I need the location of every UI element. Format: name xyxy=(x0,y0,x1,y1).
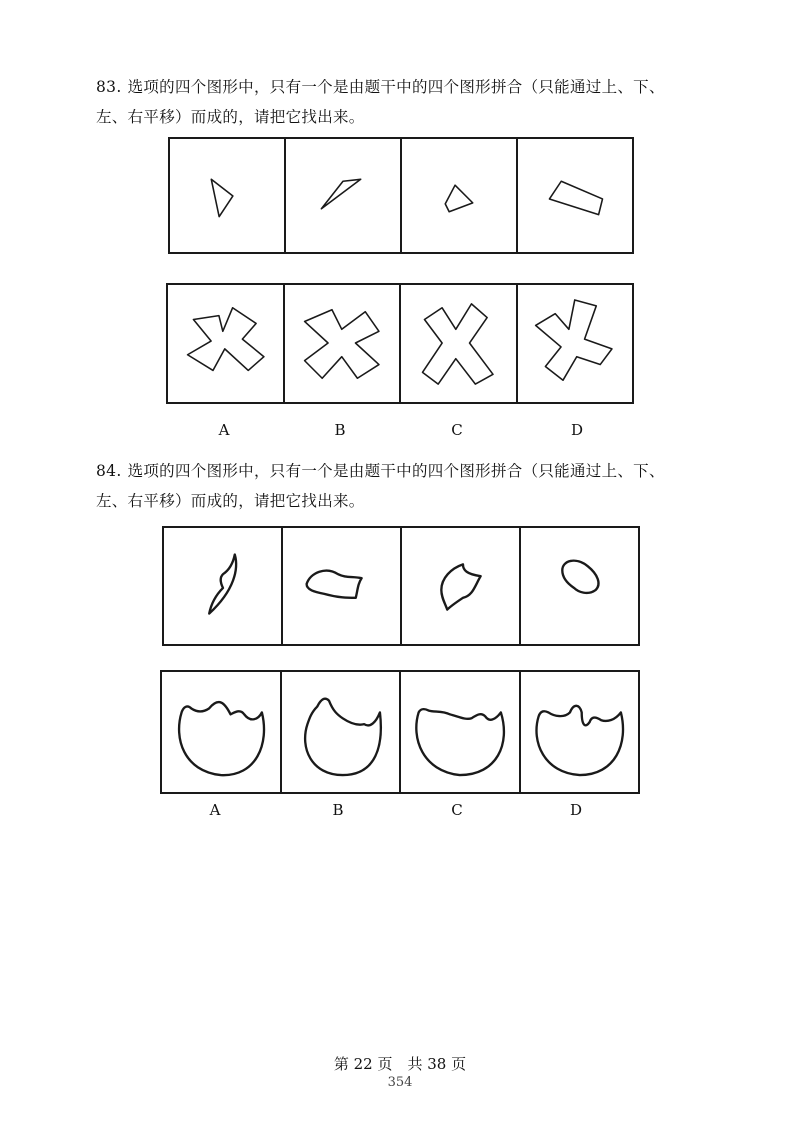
q84-option-c-figure xyxy=(401,672,521,792)
q83-option-label-a: A xyxy=(218,421,230,439)
q84-stem-strip xyxy=(162,526,640,646)
q84-number: 84. xyxy=(96,462,122,480)
q83-stem-figure-4 xyxy=(518,139,632,252)
q83-option-c-figure xyxy=(401,285,518,402)
q84-options-strip xyxy=(160,670,640,794)
q84-stem-figure-4 xyxy=(521,528,638,644)
q83-option-label-d: D xyxy=(570,421,584,439)
q84-option-label-b: B xyxy=(332,801,344,819)
q84-stem-figure-2 xyxy=(283,528,402,644)
q83-stem-figure-1 xyxy=(170,139,286,252)
q83-stem-figure-2 xyxy=(286,139,402,252)
q83-line2: 左、右平移）而成的，请把它找出来。 xyxy=(96,108,365,126)
q83-option-d-figure xyxy=(518,285,633,402)
q84-option-label-a: A xyxy=(209,801,221,819)
q84-stem-figure-1 xyxy=(164,528,283,644)
q83-option-b-figure xyxy=(285,285,402,402)
page-number: 354 xyxy=(387,1075,413,1090)
q84-option-label-d: D xyxy=(569,801,583,819)
q83-option-a-figure xyxy=(168,285,285,402)
q84-line2: 左、右平移）而成的，请把它找出来。 xyxy=(96,492,365,510)
q84-option-d-figure xyxy=(521,672,639,792)
q84-option-label-c: C xyxy=(451,801,463,819)
q83-option-label-c: C xyxy=(451,421,463,439)
q84-line1: 选项的四个图形中，只有一个是由题干中的四个图形拼合（只能通过上、下、 xyxy=(127,462,665,480)
q84-option-a-figure xyxy=(162,672,282,792)
q83-text xyxy=(96,72,736,132)
q84-option-b-figure xyxy=(282,672,402,792)
q84-text xyxy=(96,456,736,516)
q84-stem-figure-3 xyxy=(402,528,521,644)
q83-line1: 选项的四个图形中，只有一个是由题干中的四个图形拼合（只能通过上、下、 xyxy=(127,78,665,96)
q83-stem-figure-3 xyxy=(402,139,518,252)
q83-option-label-b: B xyxy=(334,421,346,439)
page-indicator: 第 22 页 共 38 页 xyxy=(333,1055,467,1073)
q83-number: 83. xyxy=(96,78,122,96)
q83-options-strip xyxy=(166,283,634,404)
q83-stem-strip xyxy=(168,137,634,254)
